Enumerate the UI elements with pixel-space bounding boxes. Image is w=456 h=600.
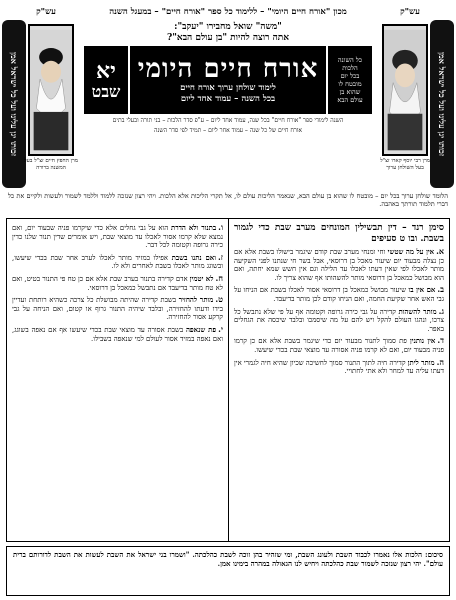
portrait-right-image [384, 26, 426, 154]
header-quote: "משה" שואל מחבירו "יעקב": [174, 22, 282, 32]
paragraph-lead: מותר להחזיר [178, 296, 214, 305]
body-columns [6, 218, 450, 542]
header [0, 20, 456, 188]
paragraph-letter: ו. [218, 222, 223, 232]
paragraph-lead: לא יטמין [189, 274, 214, 283]
paragraph-letter: י. [218, 323, 223, 334]
header-center [84, 20, 372, 188]
title-subtitle-1: לימוד שולחן ערוך אורח חיים [180, 83, 276, 93]
paragraph [234, 307, 444, 334]
top-banner [30, 2, 426, 20]
paragraph-lead: פת שנאפה [185, 325, 217, 334]
paragraph [234, 358, 444, 376]
caption-right: מרן רבי יוסף קארו זצ"ל בעל השולחן ערוך [380, 158, 430, 171]
paragraph [12, 274, 223, 292]
promise-box [328, 46, 372, 114]
paragraph-letter: ב. [437, 284, 444, 295]
strip-right-text: זכותו יגן עלינו ועל כל ישראל אמן [437, 51, 447, 157]
rabbi-portrait-right [382, 24, 428, 156]
paragraph-text: פת סמוך לתנור מבעוד יום כדי שיגמר בשבת אלא אם כן קרמו פניה מבעוד יום, ואם לא קרמו פניה אסורה עד מוצאי שבת בכדי שיעשו. [234, 337, 444, 354]
paragraph-text: אדם קדירה בתנור בערב שבת אלא אם כן טח פי התנור בטיט, ואם לא טח מותר בדיעבד אם נתבשל כמאכל בן דרוסאי. [12, 274, 223, 292]
promise-line: בכל יום [340, 72, 360, 80]
siman-heading: סימן רנד – דין תבשילין המונחים מערב שבת כדי לגמור בשבת. ובו ט סעיפים [234, 223, 444, 244]
paragraph-text: וחי ומנחי מערב שבת קודם שיגמר בישולו בשבת אלא אם כן נצלה מבעוד יום שיעור מאכל בן דרוסאי, אבל בשר חי שנתנו לפני השקיעה מותר לאכלו לפי שאין דעתו לאכלו עד הלילה וגם אין חשש שמא יחתה, ואם הוא מבושל כמאכל בן דרוסאי מותר להשהותו אף שהוא צריך לו. [234, 248, 444, 282]
paragraph-lead: אין על מה שטשי [387, 248, 435, 256]
promise-line: מובטח לו [338, 80, 362, 88]
paragraph-letter: ה. [436, 356, 444, 367]
date-box [84, 46, 128, 114]
portrait-left-image [30, 26, 72, 154]
scroll-strip-left [2, 20, 26, 188]
paragraph-text: בשבת קדירה שהיתה מבושלת כל צרכה כשהיא רותחת ועדיין בידו ודעתו להחזירה, ובלבד שיהיה התנור גרוף או קטום, ואם הניחה על גבי קרקע אסור להחזירה. [12, 296, 223, 322]
header-info-2: אורח חיים של כל שנה – עמוד אחר ליום – תמיד לפי סדר השנה [154, 126, 302, 134]
paragraph-letter: א. [436, 246, 444, 256]
paragraph-lead: בתנור ולא הדרת [171, 224, 217, 232]
date-month: שבט [91, 82, 121, 101]
paragraph-lead: אם אין בו [408, 286, 436, 295]
rabbi-portrait-left [28, 24, 74, 156]
paragraph-text: בשבת אסורה עד מוצאי שבת בכדי שיעשו אף אם נאפה בשוגג, ואם נאפה במזיד אסור לעולם למי שנאפה בשבילו. [12, 325, 223, 343]
right-column [228, 219, 449, 541]
left-column [7, 219, 228, 541]
promise-line: כל השונה [337, 56, 363, 64]
top-tag-right: עש"ק [400, 6, 420, 17]
paragraph-text: קדירה על גבי כירה גרופה וקטומה אף על פי שלא נתבשל כל צרכו, ונהגו העולם להקל ויש להם על מה שיסמכו ובלבד שיכסה את הגחלים באפר. [234, 307, 444, 333]
paragraph [12, 253, 223, 271]
paragraph [12, 325, 223, 343]
scroll-strip-right [430, 20, 454, 188]
page-title: אורח חיים היומי [137, 54, 319, 84]
paragraph [234, 336, 444, 354]
paragraph-text: שיעור מבושל כמאכל בן דרוסאי אסור לאכלו בשבת אם הניחו על גבי האש אחר שקיעת החמה, ואם הניחו קודם לכן מותר בדיעבד. [234, 286, 444, 303]
paragraph [12, 295, 223, 322]
paragraph [12, 223, 223, 250]
header-subquote: אתה רוצה להיות "בן עולם הבא"? [166, 33, 290, 43]
paragraph-letter: ח. [215, 272, 223, 283]
paragraph-letter: ד. [437, 335, 444, 346]
promise-line: עולם הבא [337, 96, 363, 104]
paragraph-letter: ג. [438, 305, 445, 316]
date-day: יא [96, 58, 116, 84]
paragraph-letter: ז. [217, 251, 223, 262]
paragraph-letter: ט. [215, 294, 223, 305]
intro-text: הלומד שולחן ערוך בכל יום – מובטח לו שהוא בן עולם הבא, שנאמר הליכות עולם לו, אל תקרי הליכות אלא הלכות. ויהי רצון שנזכה ללמוד וללמד לשמור ולעשות ולקיים את כל דברי תלמוד תורתך באהבה. [8, 192, 448, 209]
paragraph-lead: מותר ליתן [407, 358, 435, 367]
caption-left: מרן החפץ חיים זצ"ל בעל המשנה ברורה [24, 158, 78, 171]
paragraph [234, 285, 444, 303]
title-row [84, 46, 372, 114]
paragraph [234, 247, 444, 282]
promise-line: שהוא בן [339, 88, 361, 96]
top-tag-left: עש"ק [36, 6, 56, 17]
footer-summary: סיכום: הלכות אלו נאמרו לכבוד השבת ולעונג השבת, ומי שזהיר בהן זוכה לשבת כהלכתה. "ושמרו בני ישראל את השבת לעשות את השבת לדורותם ברית עולם". יהי רצון שנזכה לשמור שבת כהלכתה ויחיש לנו הגאולה במהרה בימינו אמן. [6, 546, 450, 596]
promise-line: הלכות [342, 64, 358, 72]
header-info: השנה לימודי ספר "אורח חיים" בכל שנה, עמוד אחד ליום – ע"פ סדר הלכות – בני תורה ובעלי בתים [112, 117, 344, 124]
title-subtitle-2: בכל השנה – עמוד אחד ליום [180, 94, 276, 104]
paragraph-lead: אין נותנין [410, 337, 436, 346]
paragraph-text: קדירה חיה לתוך התנור סמוך לחשיכה שכיון שהיא חיה לגמרי אין דעתו עליה עד למחר ולא אתי לחתויי. [234, 358, 444, 376]
paragraph-lead: ואם נתנו בשבת [171, 253, 216, 262]
paragraph-text: הוא על גבי גחלים אלא כדי שיקרמו פניה שבעוד יום, ואם נמצא שלא קרמו אסור לאכלו עד מוצאי שבת, ויש אומרים שדין תנור שלנו כדין כירה גרופה וקטומה לכל דבר. [12, 224, 223, 250]
paragraph-lead: מותר להשהות [398, 307, 437, 316]
title-box [130, 46, 326, 114]
paragraph-text: אפילו במזיד מותר לאכלו לערב אחר שבת בכדי שיעשו, ובשוגג מותר לאכלו בשבת לאחרים ולא לו. [12, 253, 223, 271]
top-motto: מכון "אורח חיים היומי" – ללימוד כל ספר "אורח חיים" – במעגל השנה [109, 6, 347, 17]
strip-left-text: זכותו יגן עלינו ועל כל ישראל אמן [9, 51, 19, 157]
